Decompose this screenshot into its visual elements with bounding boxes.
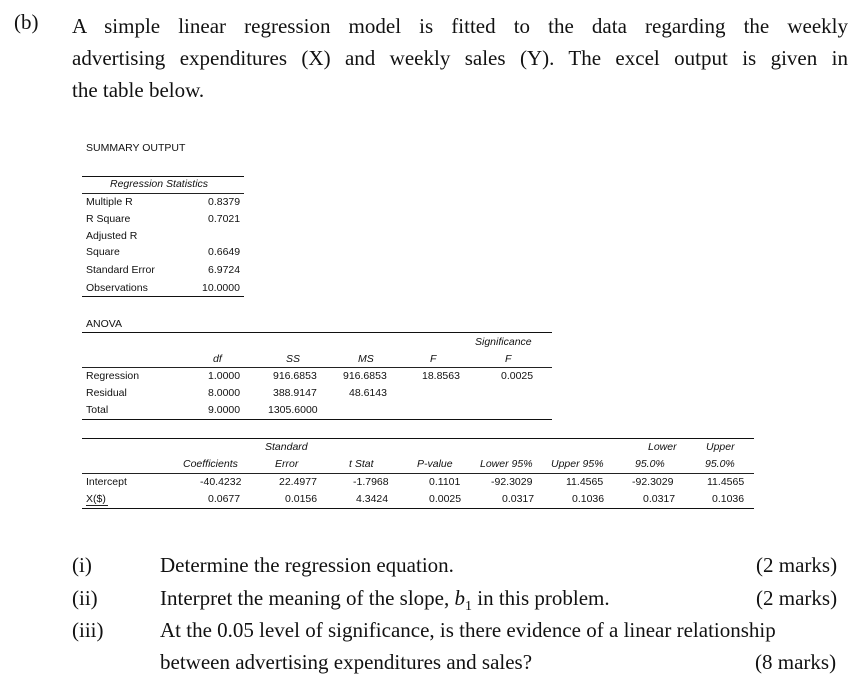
coef-bottom-rule [82, 508, 754, 509]
anova-header-sig-top: Significance [475, 336, 532, 348]
coef-cell-upper950: 11.4565 [707, 476, 745, 488]
anova-cell-ms: 916.6853 [343, 370, 387, 382]
reg-stat-label: Square [86, 246, 120, 258]
reg-stats-bottom-rule [82, 296, 244, 297]
anova-cell-f: 18.8563 [422, 370, 460, 382]
coef-cell-coef: 0.0677 [208, 493, 241, 505]
summary-output-title: SUMMARY OUTPUT [86, 142, 186, 154]
coef-header-t: t Stat [349, 458, 374, 470]
anova-header-sig-bottom: F [505, 353, 512, 365]
coef-header-coef: Coefficients [183, 458, 238, 470]
coef-cell-lower950: 0.0317 [643, 493, 676, 505]
coef-cell-p: 0.0025 [429, 493, 462, 505]
anova-row-label: Residual [86, 387, 127, 399]
coef-cell-lower950: -92.3029 [632, 476, 674, 488]
anova-header-f: F [430, 353, 437, 365]
subq-ii-marks: (2 marks) [756, 586, 838, 610]
reg-stat-value: 0.7021 [208, 213, 241, 225]
reg-stat-label: Standard Error [86, 264, 155, 276]
subq-ii-number: (ii) [72, 586, 98, 610]
coef-cell-upper95: 11.4565 [566, 476, 604, 488]
coef-cell-upper95: 0.1036 [572, 493, 605, 505]
coef-cell-se: 22.4977 [279, 476, 317, 488]
anova-cell-ss: 916.6853 [273, 370, 317, 382]
reg-stat-value: 6.9724 [208, 264, 241, 276]
coef-row-label: X($) [86, 493, 106, 505]
reg-stat-value: 0.8379 [208, 196, 241, 208]
question-line-3: the table below. [72, 78, 205, 102]
slope-subscript: 1 [464, 599, 472, 615]
coef-header-rule [82, 473, 754, 474]
coef-cell-upper950: 0.1036 [712, 493, 745, 505]
coef-cell-lower95: 0.0317 [502, 493, 535, 505]
coef-cell-coef: -40.4232 [200, 476, 242, 488]
question-label: (b) [14, 10, 39, 34]
coef-header-upper95: Upper 95% [551, 458, 604, 470]
anova-cell-df: 1.0000 [208, 370, 241, 382]
subq-iii-line2: between advertising expenditures and sales? [160, 650, 533, 674]
coef-header-lower-bottom: 95.0% [635, 458, 665, 470]
anova-top-rule [82, 332, 552, 333]
coef-header-se-top: Standard [265, 441, 308, 453]
reg-stat-label: Multiple R [86, 196, 133, 208]
subq-ii-text-before: Interpret the meaning of the slope, [160, 586, 455, 610]
anova-cell-ms: 48.6143 [349, 387, 387, 399]
question-line-2: advertising expenditures (X) and weekly sales (Y). The excel output is given in [72, 46, 848, 70]
subq-iii-marks: (8 marks) [755, 650, 837, 674]
slope-symbol: b [454, 586, 465, 610]
anova-cell-sig: 0.0025 [501, 370, 534, 382]
coef-header-lower-top: Lower [648, 441, 677, 453]
xs-underline [86, 505, 108, 506]
reg-stat-label: R Square [86, 213, 131, 225]
anova-bottom-rule [82, 419, 552, 420]
coef-cell-p: 0.1101 [429, 476, 461, 488]
coef-header-upper-top: Upper [706, 441, 735, 453]
subq-ii-text [160, 586, 610, 615]
coef-top-rule [82, 438, 754, 439]
coef-cell-t: -1.7968 [353, 476, 389, 488]
anova-title: ANOVA [86, 318, 122, 330]
anova-cell-ss: 1305.6000 [268, 404, 318, 416]
anova-header-ms: MS [358, 353, 374, 365]
question-text [72, 10, 848, 106]
anova-header-rule [82, 367, 552, 368]
subq-iii-line1: At the 0.05 level of significance, is there evidence of a linear relationship [160, 618, 776, 642]
anova-cell-df: 8.0000 [208, 387, 241, 399]
coef-header-lower95: Lower 95% [480, 458, 533, 470]
subq-iii-number: (iii) [72, 618, 104, 642]
anova-header-ss: SS [286, 353, 301, 365]
reg-stat-value: 0.6649 [208, 246, 241, 258]
anova-cell-ss: 388.9147 [273, 387, 317, 399]
question-line-1: A simple linear regression model is fitted to the data regarding the weekly [72, 14, 848, 38]
coef-header-p: P-value [417, 458, 453, 470]
anova-cell-df: 9.0000 [208, 404, 241, 416]
anova-row-label: Regression [86, 370, 140, 382]
coef-row-label: Intercept [86, 476, 127, 488]
reg-stats-header-rule [82, 193, 244, 194]
reg-stat-label: Adjusted R [86, 230, 138, 242]
coef-header-upper-bottom: 95.0% [705, 458, 735, 470]
anova-header-df: df [213, 353, 222, 365]
subq-i-marks: (2 marks) [756, 553, 838, 577]
anova-row-label: Total [86, 404, 109, 416]
coef-cell-t: 4.3424 [356, 493, 389, 505]
coef-header-se-bottom: Error [275, 458, 299, 470]
coef-cell-lower95: -92.3029 [491, 476, 533, 488]
reg-stat-label: Observations [86, 282, 148, 294]
reg-stat-value: 10.0000 [202, 282, 240, 294]
reg-stats-top-rule [82, 176, 244, 177]
subq-i-number: (i) [72, 553, 92, 577]
subq-i-text: Determine the regression equation. [160, 553, 454, 577]
coef-cell-se: 0.0156 [285, 493, 318, 505]
reg-stats-header: Regression Statistics [110, 178, 209, 190]
subq-ii-text-after: in this problem. [471, 586, 610, 610]
